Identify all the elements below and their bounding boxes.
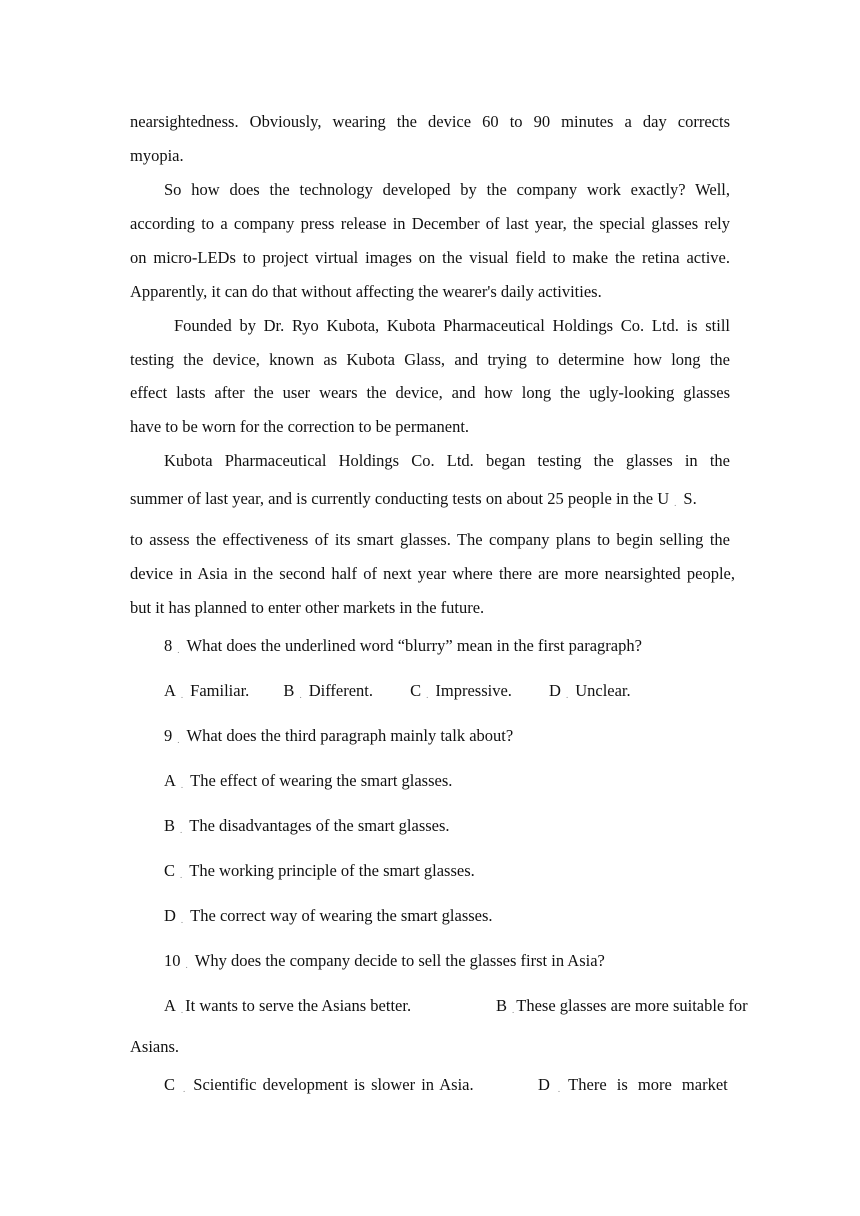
option-b-continuation: Asians. (130, 1037, 180, 1056)
question-10-options-row1 (164, 996, 748, 1018)
question-10 (164, 951, 764, 973)
passage-text: summer of last year, and is currently conducting tests on about 25 people in the U (130, 489, 670, 508)
option-c[interactable]: C . Impressive. (410, 681, 512, 700)
dot-separator: . (177, 645, 180, 655)
passage-line: Apparently, it can do that without affecting the wearer's daily activities. (130, 282, 602, 301)
option-b[interactable]: B . These glasses are more suitable for (496, 996, 748, 1015)
option-a[interactable]: A . The effect of wearing the smart glasses. (164, 771, 453, 790)
question-text: What does the third paragraph mainly talk about? (186, 726, 514, 745)
passage-line: myopia. (130, 146, 184, 165)
question-9 (164, 726, 764, 748)
question-text: Why does the company decide to sell the glasses first in Asia? (194, 951, 605, 970)
passage-line: device in Asia in the second half of next year where there are more nearsighted people, (130, 564, 735, 583)
passage-line: according to a company press release in December of last year, the special glasses rely (130, 214, 730, 233)
passage-line: but it has planned to enter other markets in the future. (130, 598, 485, 617)
dot-separator: . (185, 960, 188, 970)
question-8-options (164, 681, 764, 703)
option-d[interactable]: D . Unclear. (549, 681, 631, 700)
passage-line: testing the device, known as Kubota Glass, and trying to determine how long the (130, 350, 730, 369)
passage-line: Kubota Pharmaceutical Holdings Co. Ltd. began testing the glasses in the (164, 451, 730, 470)
question-number: 10 (164, 951, 181, 970)
passage-line: So how does the technology developed by the company work exactly? Well, (164, 180, 730, 199)
passage-line: on micro-LEDs to project virtual images on the visual field to make the retina active. (130, 248, 730, 267)
passage-line (130, 489, 730, 511)
question-number: 9 (164, 726, 173, 745)
question-10-options-row2 (164, 1075, 730, 1097)
question-8 (164, 636, 764, 658)
passage-line: effect lasts after the user wears the device, and how long the ugly-looking glasses (130, 383, 730, 402)
option-b[interactable]: B . The disadvantages of the smart glasses. (164, 816, 450, 835)
option-a[interactable]: A . It wants to serve the Asians better. (164, 996, 412, 1015)
option-a[interactable]: A . Familiar. (164, 681, 250, 700)
dot-separator: . (177, 735, 180, 745)
option-c[interactable]: C . The working principle of the smart glasses. (164, 861, 475, 880)
passage-line: have to be worn for the correction to be permanent. (130, 417, 470, 436)
option-b[interactable]: B . Different. (283, 681, 373, 700)
question-number: 8 (164, 636, 173, 655)
option-d[interactable]: D . The correct way of wearing the smart glasses. (164, 906, 493, 925)
dot-separator: . (674, 498, 677, 508)
option-c[interactable]: C . Scientific development is slower in Asia. (164, 1075, 474, 1094)
question-text: What does the underlined word “blurry” mean in the first paragraph? (186, 636, 642, 655)
passage-line: Founded by Dr. Ryo Kubota, Kubota Pharmaceutical Holdings Co. Ltd. is still (174, 316, 730, 335)
option-d[interactable]: D . There is more market (538, 1075, 728, 1094)
passage-text: S. (683, 489, 697, 508)
passage-line: to assess the effectiveness of its smart glasses. The company plans to begin selling the (130, 530, 730, 549)
passage-line: nearsightedness. Obviously, wearing the device 60 to 90 minutes a day corrects (130, 112, 730, 131)
